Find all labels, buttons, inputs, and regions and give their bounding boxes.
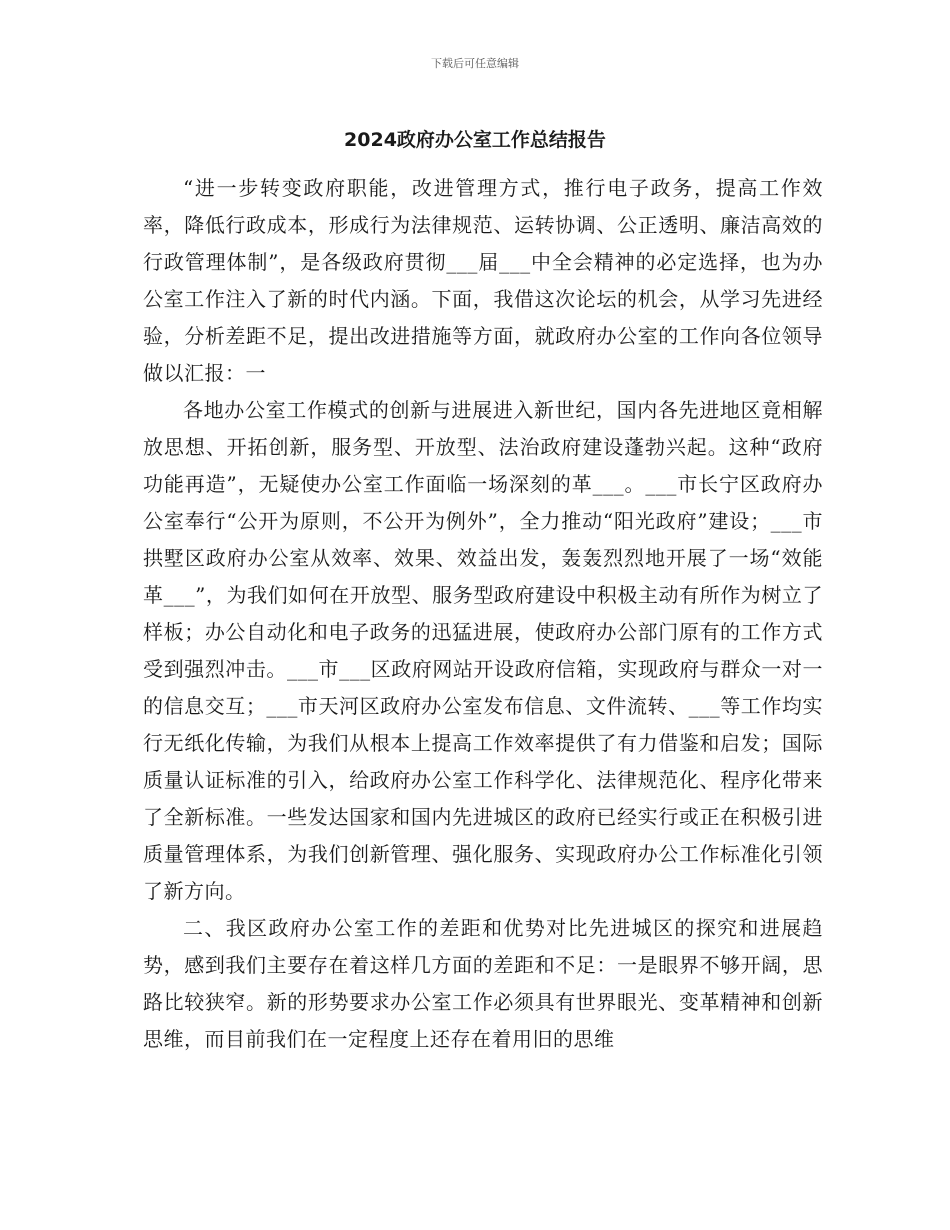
paragraph: “进一步转变政府职能，改进管理方式，推行电子政务，提高工作效率，降低行政成本，形成行为法律规范、运转协调、公正透明、廉洁高效的行政管理体制”，是各级政府贯彻___届___中全会精神的必定选择，也为办公室工作注入了新的时代内涵。下面，我借这次论坛的机会，从学习先进经验，分析差距不足，提出改进措施等方面，就政府办公室的工作向各位领导做以汇报：一 xyxy=(143,176,823,385)
document-body xyxy=(143,170,823,1058)
header-note: 下载后可任意编辑 xyxy=(431,57,519,70)
paragraph: 二、我区政府办公室工作的差距和优势对比先进城区的探究和进展趋势，感到我们主要存在着这样几方面的差距和不足：一是眼界不够开阔，思路比较狭窄。新的形势要求办公室工作必须具有世界眼光、变革精神和创新思维，而目前我们在一定程度上还存在着用旧的思维 xyxy=(143,916,823,1051)
document-title: 2024政府办公室工作总结报告 xyxy=(344,129,606,151)
paragraph: 各地办公室工作模式的创新与进展进入新世纪，国内各先进地区竟相解放思想、开拓创新，服务型、开放型、法治政府建设蓬勃兴起。这种“政府功能再造”，无疑使办公室工作面临一场深刻的革___。___市长宁区政府办公室奉行“公开为原则，不公开为例外”，全力推动“阳光政府”建设；___市拱墅区政府办公室从效率、效果、效益出发，轰轰烈烈地开展了一场“效能革___”，为我们如何在开放型、服务型政府建设中积极主动有所作为树立了样板；办公自动化和电子政务的迅猛进展，使政府办公部门原有的工作方式受到强烈冲击。___市___区政府网站开设政府信箱，实现政府与群众一对一的信息交互；___市天河区政府办公室发布信息、文件流转、___等工作均实行无纸化传输，为我们从根本上提高工作效率提供了有力借鉴和启发；国际质量认证标准的引入，给政府办公室工作科学化、法律规范化、程序化带来了全新标准。一些发达国家和国内先进城区的政府已经实行或正在积极引进质量管理体系，为我们创新管理、强化服务、实现政府办公工作标准化引领了新方向。 xyxy=(143,398,823,903)
